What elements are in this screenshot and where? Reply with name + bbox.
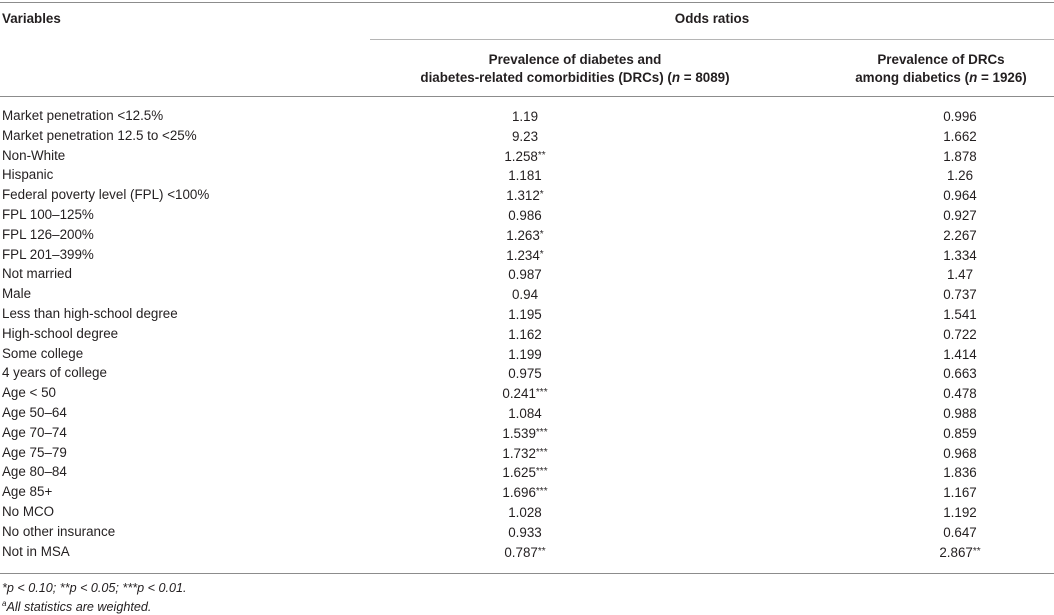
table-row [0,304,1054,324]
table-row [0,344,1054,364]
table-row [0,324,1054,344]
header-bottom-rule [0,96,1054,97]
header-text: = 1926) [977,70,1027,85]
row-label: 4 years of college [2,365,107,381]
row-label: High-school degree [2,325,119,341]
header-text: = 8089) [680,70,730,85]
table-row [0,126,1054,146]
odds-value: 1.732 [502,445,536,461]
drc-among-diabetics-odds-cell [850,264,1054,285]
table-row [0,482,1054,502]
odds-ratios-header: Odds ratios [674,11,750,26]
odds-value: 1.028 [508,504,542,520]
row-label: Hispanic [2,167,54,183]
odds-value: 0.964 [943,188,977,204]
drc-among-diabetics-odds-cell [850,462,1054,483]
odds-value: 0.986 [508,207,542,223]
row-label: Not married [2,266,72,282]
drc-among-diabetics-odds-cell [850,423,1054,444]
row-label: Non-White [2,147,66,163]
table-row [0,423,1054,443]
diabetes-drc-odds-cell [420,126,630,147]
diabetes-drc-odds-cell [420,284,630,305]
odds-value: 0.996 [943,109,977,124]
odds-value: 1.084 [508,405,542,421]
column-header-line: Prevalence of diabetes and [488,52,662,67]
row-label: No MCO [2,503,55,519]
drc-among-diabetics-odds-cell [850,304,1054,325]
drc-among-diabetics-odds-cell [850,106,1054,127]
table-row [0,383,1054,403]
diabetes-drc-odds-cell [420,482,630,503]
diabetes-drc-odds-cell [420,304,630,325]
odds-value: 1.625 [502,465,536,481]
table-row [0,264,1054,284]
row-label: Some college [2,345,84,361]
odds-value: 0.722 [943,326,977,342]
odds-value: 2.867 [939,544,973,560]
significance-marker: *** [535,426,548,438]
odds-value: 1.195 [508,306,542,322]
drc-among-diabetics-odds-cell [850,542,1054,563]
significance-marker: *** [535,387,548,399]
drc-among-diabetics-odds-cell [850,383,1054,404]
drc-among-diabetics-odds-cell [850,324,1054,345]
row-label: Age 80–84 [2,464,67,480]
n-symbol: n [969,70,978,85]
significance-marker: ** [972,545,981,557]
odds-value: 1.47 [946,267,974,283]
drc-among-diabetics-odds-cell [850,344,1054,365]
odds-value: 1.26 [946,168,974,184]
table-footnotes [2,580,187,615]
row-label: Market penetration 12.5 to <25% [2,127,197,143]
table-top-rule [0,2,1054,3]
table-row [0,225,1054,245]
odds-value: 0.987 [508,267,542,283]
odds-value: 2.267 [943,227,977,243]
odds-value: 1.258 [504,148,538,164]
odds-value: 1.541 [943,306,977,322]
odds-value: 0.94 [511,287,539,303]
drc-among-diabetics-odds-cell [850,245,1054,266]
significance-marker: *** [535,486,548,498]
significance-marker: * [539,228,544,240]
odds-value: 0.968 [943,445,977,461]
significance-note: *p < 0.10; **p < 0.05; ***p < 0.01. [2,581,187,595]
row-label: Male [2,286,32,302]
odds-value: 1.414 [943,346,977,362]
odds-value: 1.696 [502,485,536,501]
odds-value: 0.663 [943,366,977,382]
diabetes-drc-odds-cell [420,165,630,186]
diabetes-drc-odds-cell [420,324,630,345]
footnote-marker: a [2,599,7,608]
odds-value: 1.167 [943,485,977,501]
drc-among-diabetics-odds-cell [850,225,1054,246]
n-symbol: n [671,70,681,85]
significance-marker: ** [537,149,546,161]
diabetes-drc-odds-cell [420,363,630,384]
drc-among-diabetics-odds-cell [850,185,1054,206]
diabetes-drc-odds-cell [420,423,630,444]
table-row [0,403,1054,423]
table-row [0,542,1054,562]
odds-value: 1.836 [943,465,977,481]
diabetes-drc-odds-cell [420,462,630,483]
significance-marker: *** [535,466,548,478]
row-label: FPL 100–125% [2,206,94,222]
drc-among-diabetics-odds-cell [850,126,1054,147]
row-label: No other insurance [2,523,116,539]
diabetes-drc-odds-cell [420,443,630,464]
variables-header: Variables [2,11,61,26]
diabetes-drc-odds-cell [420,502,630,523]
table-row [0,363,1054,383]
row-label: FPL 126–200% [2,226,94,242]
table-row [0,205,1054,225]
column-header-line [830,69,1052,87]
odds-value: 0.933 [508,524,542,540]
row-label: Federal poverty level (FPL) <100% [2,187,210,203]
drc-among-diabetics-odds-cell [850,522,1054,543]
odds-value: 9.23 [511,128,539,144]
odds-value: 0.647 [943,524,977,540]
header-text: among diabetics ( [855,70,970,85]
table-row [0,284,1054,304]
odds-value: 1.162 [508,326,542,342]
table-row [0,165,1054,185]
column-header-line [380,69,770,87]
row-label: Market penetration <12.5% [2,108,164,123]
odds-value: 1.334 [943,247,977,263]
odds-value: 1.19 [511,109,539,124]
column-header-diabetes-drcs [380,51,770,87]
odds-value: 0.478 [943,386,977,402]
table-row [0,502,1054,522]
drc-among-diabetics-odds-cell [850,165,1054,186]
diabetes-drc-odds-cell [420,106,630,127]
row-label: Age 75–79 [2,444,67,460]
row-label: Age 85+ [2,484,53,500]
drc-among-diabetics-odds-cell [850,363,1054,384]
row-label: Age 70–74 [2,424,67,440]
row-label: Not in MSA [2,543,70,559]
odds-value: 1.199 [508,346,542,362]
table-row [0,443,1054,463]
table-body [0,106,1054,561]
drc-among-diabetics-odds-cell [850,284,1054,305]
diabetes-drc-odds-cell [420,205,630,226]
diabetes-drc-odds-cell [420,225,630,246]
diabetes-drc-odds-cell [420,185,630,206]
odds-ratios-span-rule [370,39,1054,40]
row-label: Age < 50 [2,385,56,401]
diabetes-drc-odds-cell [420,344,630,365]
significance-marker: * [539,189,544,201]
drc-among-diabetics-odds-cell [850,403,1054,424]
odds-value: 0.787 [504,544,538,560]
odds-value: 1.263 [506,227,540,243]
table-row [0,462,1054,482]
drc-among-diabetics-odds-cell [850,443,1054,464]
table-row [0,146,1054,166]
table-row [0,245,1054,265]
row-label: FPL 201–399% [2,246,94,262]
odds-value: 1.181 [508,168,542,184]
odds-value: 1.192 [943,504,977,520]
odds-value: 0.859 [943,425,977,441]
diabetes-drc-odds-cell [420,264,630,285]
table-bottom-rule [0,573,1054,574]
column-header-line: Prevalence of DRCs [877,52,1005,67]
odds-value: 1.312 [506,188,540,204]
drc-among-diabetics-odds-cell [850,205,1054,226]
significance-marker: * [539,248,544,260]
odds-value: 0.241 [502,386,536,402]
odds-value: 0.927 [943,207,977,223]
column-header-drcs-diabetics [830,51,1052,87]
row-label: Age 50–64 [2,404,67,420]
significance-marker: ** [537,545,546,557]
drc-among-diabetics-odds-cell [850,146,1054,167]
diabetes-drc-odds-cell [420,522,630,543]
table-row [0,106,1054,126]
diabetes-drc-odds-cell [420,146,630,167]
table-row [0,522,1054,542]
diabetes-drc-odds-cell [420,403,630,424]
diabetes-drc-odds-cell [420,245,630,266]
odds-value: 0.975 [508,366,542,382]
diabetes-drc-odds-cell [420,383,630,404]
odds-value: 1.878 [943,148,977,164]
odds-value: 0.737 [943,287,977,303]
drc-among-diabetics-odds-cell [850,502,1054,523]
table-row [0,185,1054,205]
odds-value: 1.662 [943,128,977,144]
odds-value: 0.988 [943,405,977,421]
weighting-note [2,596,187,615]
odds-value: 1.539 [502,425,536,441]
header-text: diabetes-related comorbidities (DRCs) ( [420,70,672,85]
weighting-note-text: All statistics are weighted. [6,600,152,615]
row-label: Less than high-school degree [2,305,178,321]
significance-marker: *** [535,446,548,458]
drc-among-diabetics-odds-cell [850,482,1054,503]
diabetes-drc-odds-cell [420,542,630,563]
odds-value: 1.234 [506,247,540,263]
